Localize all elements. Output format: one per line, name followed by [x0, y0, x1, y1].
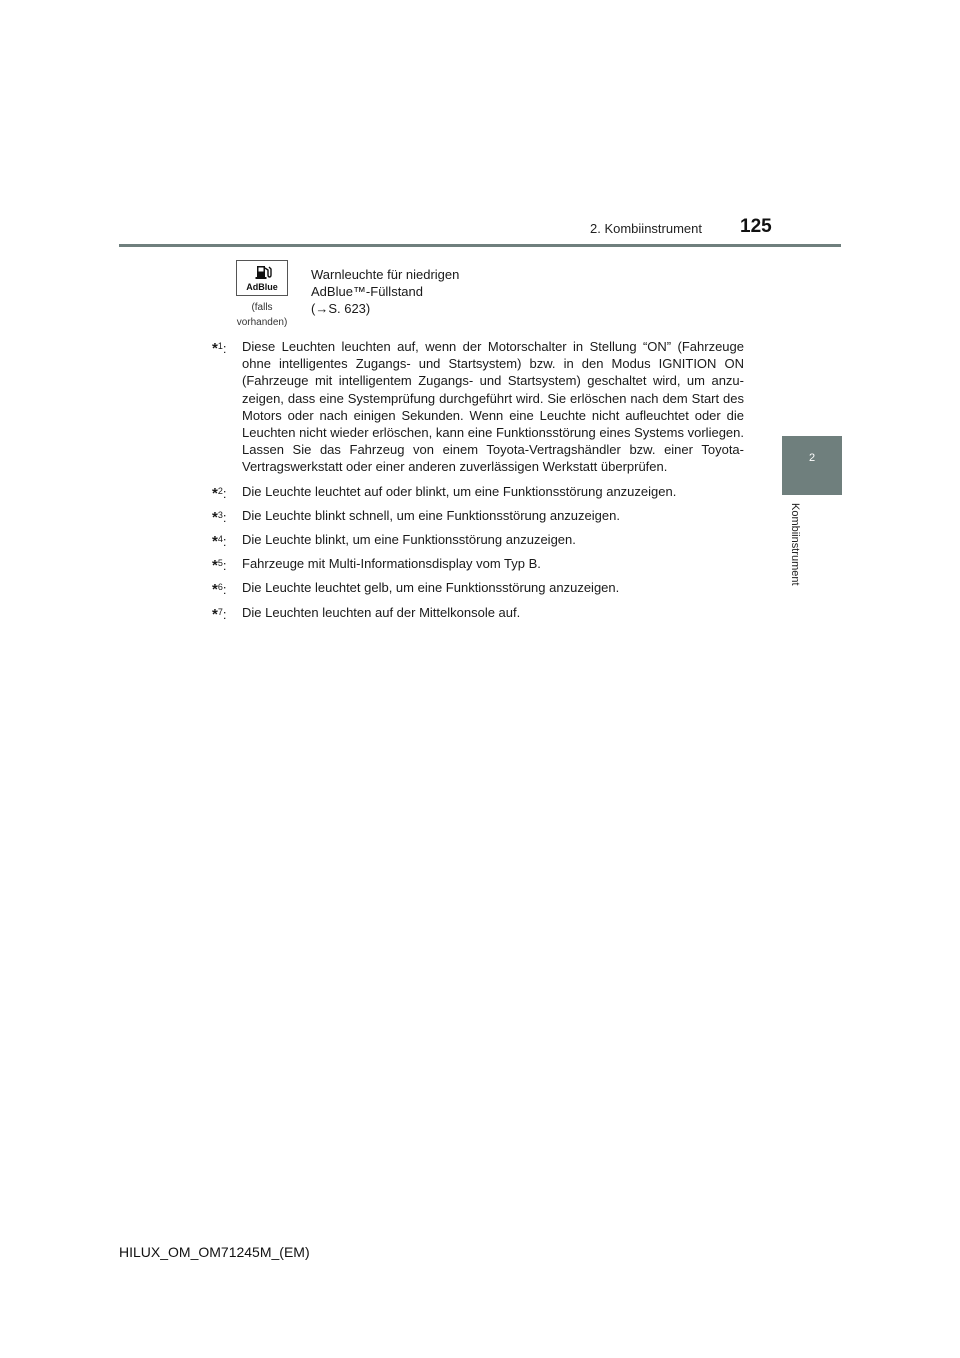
- adblue-warning-indicator: [236, 260, 288, 296]
- footnote-text: Die Leuchte leuchtet gelb, um eine Funktionsstörung anzuzeigen.: [242, 580, 620, 596]
- footnote-marker: *$^4$:: [212, 533, 227, 551]
- header-divider: [119, 244, 841, 247]
- footnote-text: Diese Leuchten leuchten auf, wenn der Motorschalter in Stellung “ON” (Fahrzeuge ohne intelligentes Zugangs- und Startsystem) bzw. in den Modus IGNITION ON (Fahrzeuge mit intelligentem Zugangs- und Startsystem) geschaltet wird, um anzu-zeigen, dass eine Systemprüfung durchgeführt wird. Sie erlöschen nach dem Start des Motors oder nach einigen Sekunden. Wenn eine Leuchte nicht aufleuchtet oder die Leuchten nicht wieder erlöschen, kann eine Funktionsstörung eines Systems vorliegen. Lassen Sie das Fahrzeug von einem Toyota-Vertragshändler bzw. einer Toyota-Vertragswerkstatt oder einer anderen zuverlässigen Werkstatt überprüfen.: [242, 339, 744, 475]
- chapter-label: Kombiinstrument: [789, 503, 801, 586]
- footnote-text: Fahrzeuge mit Multi-Informationsdisplay vom Typ B.: [242, 556, 541, 572]
- footnote-marker: *$^2$:: [212, 484, 227, 502]
- footnote-marker: *$^6$:: [212, 581, 227, 599]
- footnote-marker: *$^1$:: [212, 340, 227, 357]
- footnote-item: [212, 507, 744, 524]
- footnote-text: Die Leuchten leuchten auf der Mittelkonsole auf.: [242, 604, 521, 620]
- footnote-text: Die Leuchte leuchtet auf oder blinkt, um eine Funktionsstörung anzuzeigen.: [242, 483, 677, 499]
- description-line-1: Warnleuchte für niedrigen: [311, 267, 460, 282]
- footnote-marker: *$^3$:: [212, 508, 227, 526]
- icon-caption: (falls vorhanden): [236, 302, 288, 328]
- footnote-item: [212, 483, 744, 500]
- indicator-description: [311, 266, 459, 317]
- page-number: 125: [740, 216, 772, 237]
- footnote-list: [212, 338, 744, 628]
- adblue-icon-text: AdBlue: [246, 282, 278, 292]
- description-line-2: AdBlue™-Füllstand: [311, 284, 423, 299]
- adblue-fuel-icon: [237, 261, 287, 295]
- footnote-marker: *$^5$:: [212, 557, 227, 575]
- footnote-item: [212, 531, 744, 551]
- chapter-tab[interactable]: [782, 436, 842, 495]
- section-title: 2. Kombiinstrument: [590, 221, 702, 236]
- footnote-marker: *$^7$:: [212, 605, 227, 623]
- document-code: HILUX_OM_OM71245M_(EM): [119, 1244, 310, 1260]
- footnote-item: [212, 338, 744, 476]
- footnote-text: Die Leuchte blinkt schnell, um eine Funktionsstörung anzuzeigen.: [242, 507, 620, 523]
- footnote-item: [212, 604, 744, 621]
- footnote-text: Die Leuchte blinkt, um eine Funktionsstörung anzuzeigen.: [242, 532, 576, 548]
- footnote-item: [212, 579, 744, 599]
- chapter-number: 2: [808, 452, 816, 464]
- footnote-item: [212, 555, 744, 575]
- description-page-reference[interactable]: (→S. 623): [311, 301, 371, 316]
